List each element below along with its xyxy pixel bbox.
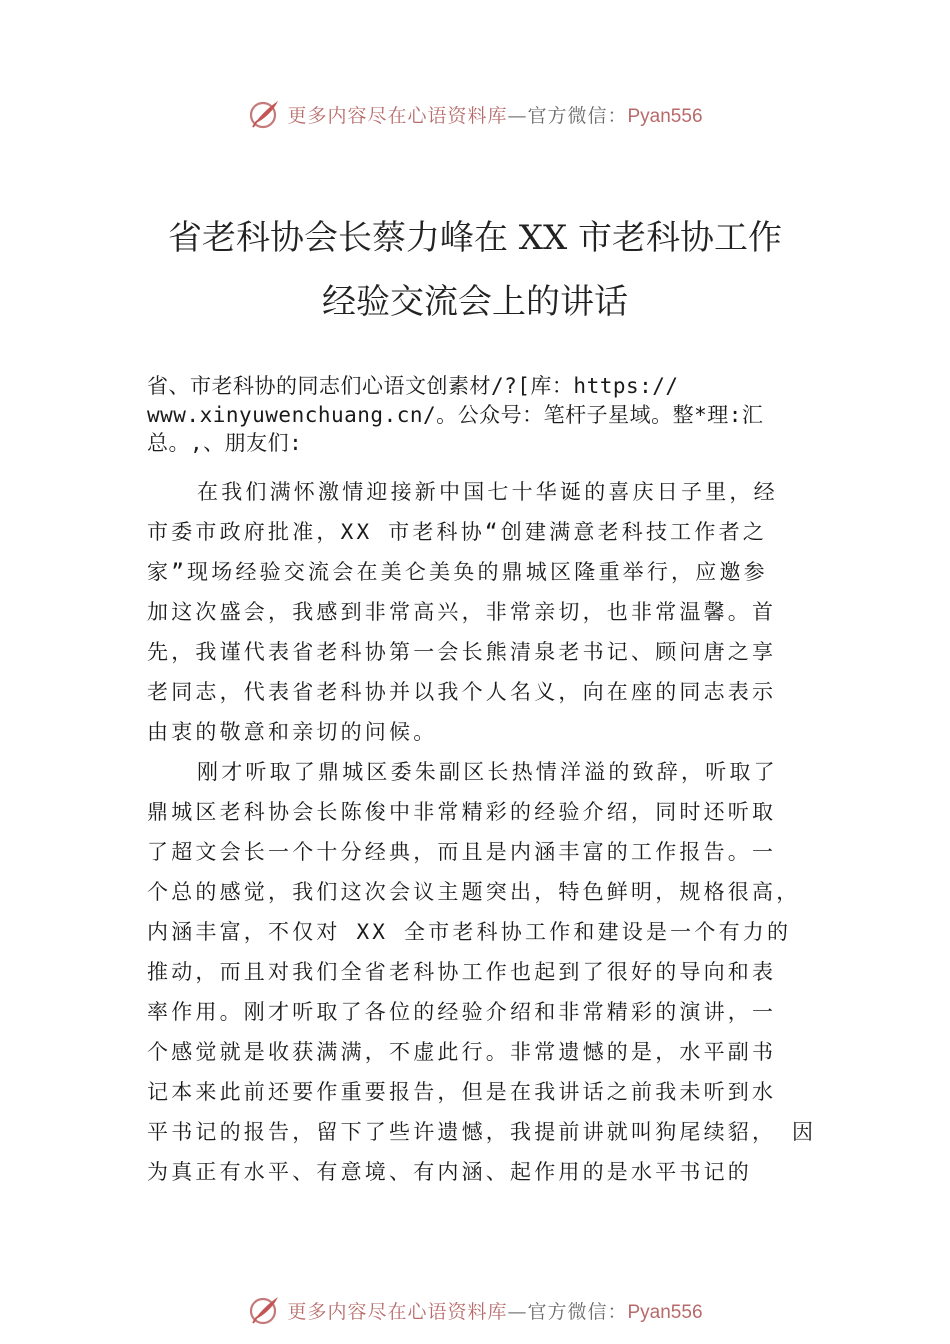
salutation-block bbox=[147, 372, 827, 458]
paragraph-1-line: 加这次盛会，我感到非常高兴，非常亲切，也非常温馨。首 bbox=[147, 600, 777, 624]
header-banner bbox=[0, 94, 950, 134]
quill-pen-logo-icon bbox=[247, 97, 281, 131]
banner-text bbox=[287, 101, 702, 128]
paragraph-2-line: 记本来此前还要作重要报告，但是在我讲话之前我未听到水 bbox=[147, 1080, 777, 1104]
paragraph-1-line: 在我们满怀激情迎接新中国七十华诞的喜庆日子里，经 bbox=[197, 480, 778, 504]
paragraph-1-line: 老同志，代表省老科协并以我个人名义，向在座的同志表示 bbox=[147, 680, 777, 704]
paragraph-1-line: 市委市政府批准，XX 市老科协“创建满意老科技工作者之 bbox=[147, 520, 767, 544]
footer-banner bbox=[0, 1290, 950, 1330]
banner-wechat-id: Pyan556 bbox=[627, 1301, 703, 1323]
paragraph-2-line: 刚才听取了鼎城区委朱副区长热情洋溢的致辞，听取了 bbox=[197, 760, 778, 784]
salutation-line: 省、市老科协的同志们心语文创素材/?[库：https:// bbox=[147, 374, 679, 398]
paragraph-2-line: 率作用。刚才听取了各位的经验介绍和非常精彩的演讲，一 bbox=[147, 1000, 777, 1024]
banner-wechat-id: Pyan556 bbox=[627, 105, 703, 127]
paragraph-1-line: 家”现场经验交流会在美仑美奂的鼎城区隆重举行，应邀参 bbox=[147, 560, 768, 584]
banner-main-text: 更多内容尽在心语资料库 bbox=[287, 1300, 508, 1323]
paragraph-2-line: 推动，而且对我们全省老科协工作也起到了很好的导向和表 bbox=[147, 960, 777, 984]
paragraph-1-line: 由衷的敬意和亲切的问候。 bbox=[147, 720, 438, 744]
banner-main-text: 更多内容尽在心语资料库 bbox=[287, 104, 508, 127]
title-line-1: 省老科协会长蔡力峰在 XX 市老科协工作 bbox=[167, 218, 783, 258]
banner-official-label: 官方微信： bbox=[527, 104, 628, 127]
banner-text bbox=[287, 1297, 702, 1324]
paragraph-2-line: 鼎城区老科协会长陈俊中非常精彩的经验介绍，同时还听取 bbox=[147, 800, 777, 824]
banner-dash: — bbox=[507, 1300, 528, 1323]
title-line-2: 经验交流会上的讲话 bbox=[322, 282, 628, 322]
paragraph-2-line: 内涵丰富，不仅对 XX 全市老科协工作和建设是一个有力的 bbox=[147, 920, 792, 944]
banner-official-label: 官方微信： bbox=[527, 1300, 628, 1323]
quill-pen-logo-icon bbox=[247, 1293, 281, 1327]
paragraph-2-line: 为真正有水平、有意境、有内涵、起作用的是水平书记的 bbox=[147, 1160, 752, 1184]
salutation-line: 总。,、朋友们: bbox=[147, 431, 303, 455]
paragraph-1-line: 先，我谨代表省老科协第一会长熊清泉老书记、顾问唐之享 bbox=[147, 640, 777, 664]
speech-body bbox=[147, 472, 827, 1192]
paragraph-2-line: 个感觉就是收获满满，不虚此行。非常遗憾的是，水平副书 bbox=[147, 1040, 777, 1064]
banner-dash: — bbox=[507, 104, 528, 127]
salutation-line: www.xinyuwenchuang.cn/。公众号：笔杆子星域。整*理:汇 bbox=[147, 402, 764, 427]
paragraph-2-line: 了超文会长一个十分经典，而且是内涵丰富的工作报告。一 bbox=[147, 840, 777, 864]
paragraph-2-line: 平书记的报告，留下了些许遗憾，我提前讲就叫狗尾续貂， 因 bbox=[147, 1120, 817, 1144]
document-title bbox=[100, 206, 850, 334]
paragraph-2-line: 个总的感觉，我们这次会议主题突出，特色鲜明，规格很高， bbox=[147, 880, 801, 904]
